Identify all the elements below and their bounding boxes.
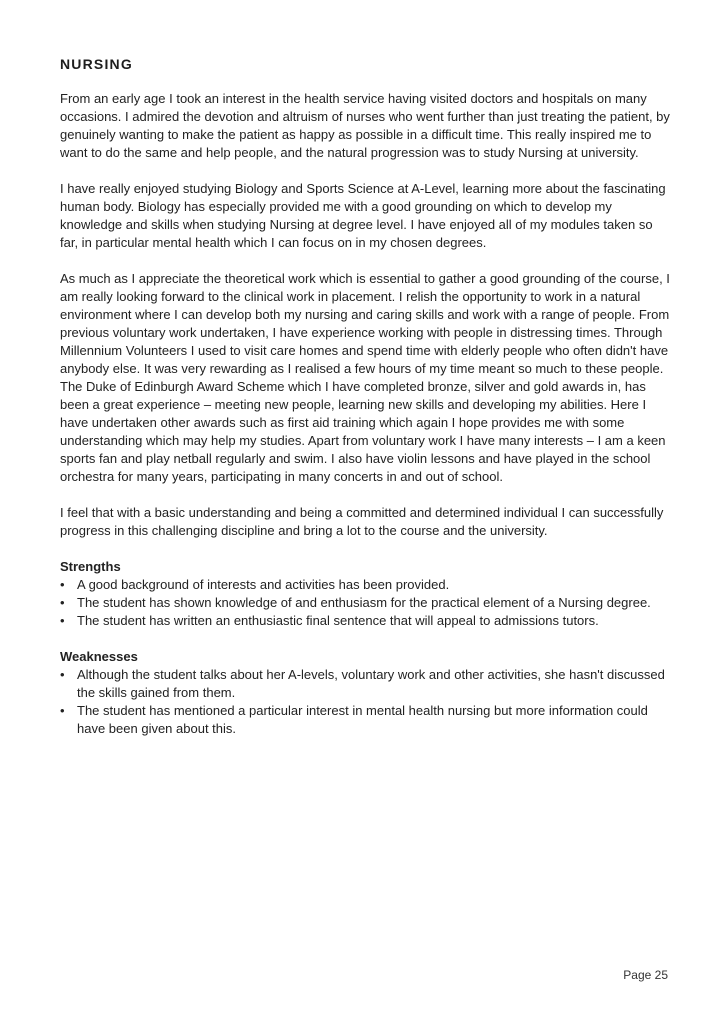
- page-heading: NURSING: [60, 56, 133, 72]
- strengths-title: Strengths: [60, 559, 121, 574]
- bullet-icon: •: [60, 667, 65, 682]
- strength-item: [60, 576, 672, 594]
- document-page: [60, 56, 672, 756]
- weaknesses-title: Weaknesses: [60, 649, 138, 664]
- weakness-item: [60, 666, 672, 702]
- paragraph-2: I have really enjoyed studying Biology and Sports Science at A-Level, learning more about the fascinating human body. Biology has especially provided me with a good grounding on which to develop my knowledge and skills when studying Nursing at degree level. I have enjoyed all of my modules taken so far, in particular mental health which I can focus on in my chosen degrees.: [60, 181, 666, 250]
- strength-item: [60, 612, 672, 630]
- weaknesses-list: [60, 666, 672, 738]
- strength-text: A good background of interests and activities has been provided.: [77, 577, 450, 592]
- paragraph-1: From an early age I took an interest in the health service having visited doctors and hospitals on many occasions. I admired the devotion and altruism of nurses who went further than just treating the patient, by genuinely wanting to make the patient as happy as possible in a difficult time. This really inspired me to want to do the same and help people, and the natural progression was to study Nursing at university.: [60, 91, 670, 160]
- bullet-icon: •: [60, 577, 65, 592]
- bullet-icon: •: [60, 703, 65, 718]
- weakness-item: [60, 702, 672, 738]
- bullet-icon: •: [60, 595, 65, 610]
- weakness-text: The student has mentioned a particular interest in mental health nursing but more information could have been given about this.: [77, 703, 648, 736]
- bullet-icon: •: [60, 613, 65, 628]
- paragraph-3: As much as I appreciate the theoretical work which is essential to gather a good grounding of the course, I am really looking forward to the clinical work in placement. I relish the opportunity to work in a natural environment where I can develop both my nursing and caring skills and work with a range of people. From previous voluntary work undertaken, I have experience working with people in distressing times. Through Millennium Volunteers I used to visit care homes and spend time with elderly people who often didn't have anybody else. It was very rewarding as I realised a few hours of my time meant so much to these people. The Duke of Edinburgh Award Scheme which I have completed bronze, silver and gold awards in, has been a great experience – meeting new people, learning new skills and developing my abilities. Here I have undertaken other awards such as first aid training which again I hope provides me with some understanding which may help my studies. Apart from voluntary work I have many interests – I am a keen sports fan and play netball regularly and swim. I also have violin lessons and have played in the school orchestra for many years, participating in many concerts in and out of school.: [60, 271, 670, 484]
- strength-text: The student has written an enthusiastic final sentence that will appeal to admissions tutors.: [77, 613, 599, 628]
- page-number: Page 25: [623, 968, 668, 982]
- strength-text: The student has shown knowledge of and enthusiasm for the practical element of a Nursing degree.: [77, 595, 651, 610]
- strengths-list: [60, 576, 672, 630]
- paragraph-4: I feel that with a basic understanding and being a committed and determined individual I can successfully progress in this challenging discipline and bring a lot to the course and the university.: [60, 505, 664, 538]
- strength-item: [60, 594, 672, 612]
- weakness-text: Although the student talks about her A-levels, voluntary work and other activities, she hasn't discussed the skills gained from them.: [77, 667, 665, 700]
